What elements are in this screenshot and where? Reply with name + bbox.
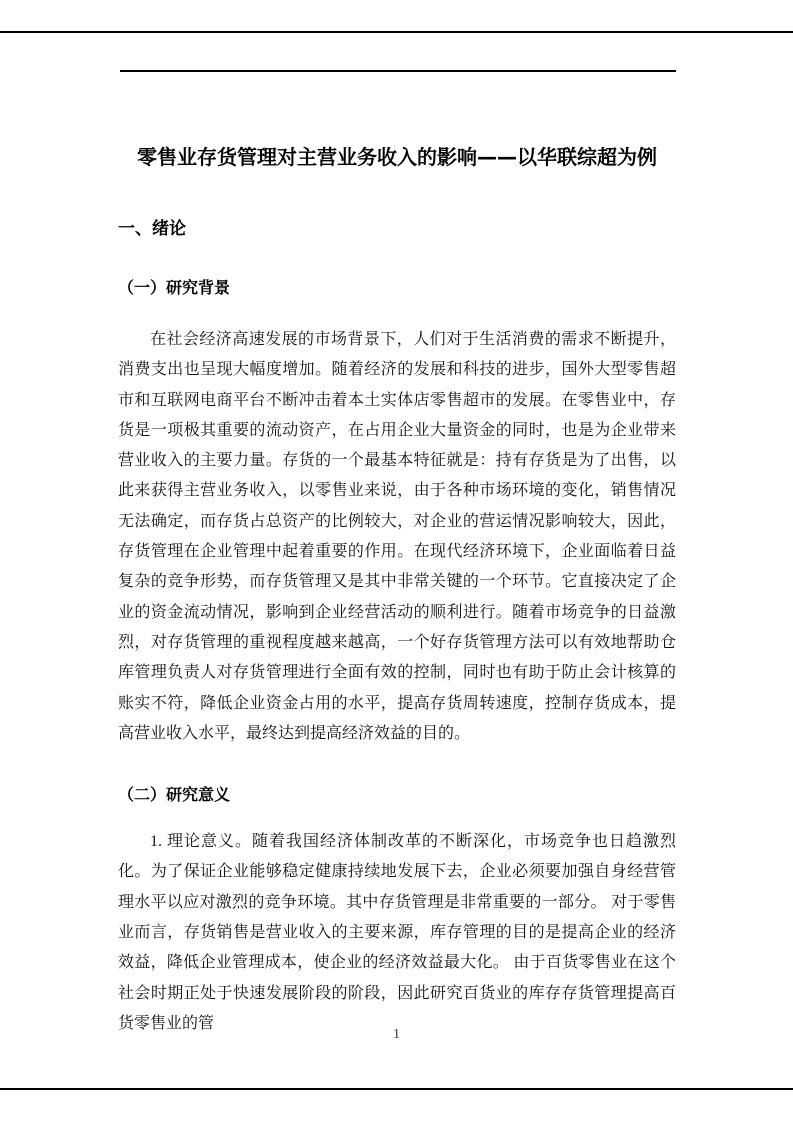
paragraph-research-background: 在社会经济高速发展的市场背景下，人们对于生活消费的需求不断提升，消费支出也呈现大幅度增加。随着经济的发展和科技的进步，国外大型零售超市和互联网电商平台不断冲击着本土实体店零售超市的发展。在零售业中，存货是一项极其重要的流动资产，在占用企业大量资金的同时，也是为企业带来营业收入的主要力量。存货的一个最基本特征就是：持有存货是为了出售，以此来获得主营业务收入，以零售业来说，由于各种市场环境的变化，销售情况无法确定，而存货占总资产的比例较大，对企业的营运情况影响较大，因此，存货管理在企业管理中起着重要的作用。在现代经济环境下，企业面临着日益复杂的竞争形势，而存货管理又是其中非常关键的一个环节。它直接决定了企业的资金流动情况，影响到企业经营活动的顺利进行。随着市场竞争的日益激烈，对存货管理的重视程度越来越高，一个好存货管理方法可以有效地帮助仓库管理负责人对存货管理进行全面有效的控制，同时也有助于防止会计核算的账实不符，降低企业资金占用的水平，提高存货周转速度，控制存货成本，提高营业收入水平，最终达到提高经济效益的目的。 <box>118 331 676 742</box>
subsection-heading-research-background: （一）研究背景 <box>118 278 231 297</box>
document-title: 零售业存货管理对主营业务收入的影响——以华联综超为例 <box>137 145 657 169</box>
page-number: 1 <box>393 1027 400 1042</box>
bottom-border-line <box>0 1088 793 1090</box>
page-content <box>118 0 676 1039</box>
paragraph-research-significance: 1. 理论意义。随着我国经济体制改革的不断深化，市场竞争也日趋激烈化。为了保证企业能够稳定健康持续地发展下去，企业必须要加强自身经营管理水平以应对激烈的竞争环境。其中存货管理是非常重要的一部分。 对于零售业而言，存货销售是营业收入的主要来源，库存管理的目的是提高企业的经济效益，降低企业管理成本，使企业的经济效益最大化。 由于百货零售业在这个社会时期正处于快速发展阶段的阶段，因此研究百货业的库存存货管理提高百货零售业的管 <box>118 833 676 1032</box>
chapter-heading: 一、绪论 <box>118 219 186 239</box>
subsection-heading-research-significance: （二）研究意义 <box>118 785 231 805</box>
